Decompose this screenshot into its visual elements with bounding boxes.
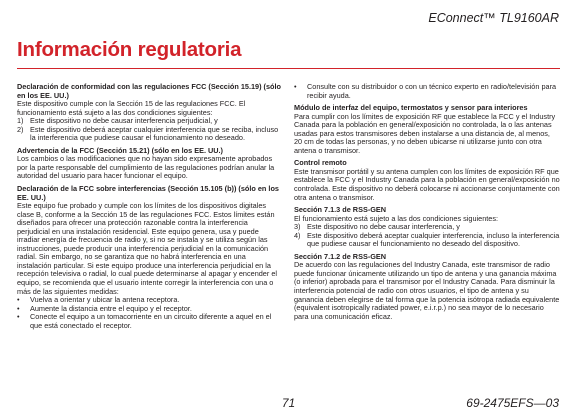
bullet-marker: • — [17, 303, 20, 313]
list-item-text: Este dispositivo no debe causar interferencia perjudicial, y — [30, 116, 218, 126]
list-item-text: Este dispositivo deberá aceptar cualquier interferencia que se reciba, incluso la interferencia que pudiese causar el funcionamiento no deseado. — [30, 124, 279, 143]
section-heading: Sección 7.1.3 de RSS-GEN — [294, 205, 387, 215]
list-number: 3) — [294, 222, 301, 232]
regulatory-section — [17, 185, 281, 330]
list-item — [294, 83, 560, 100]
regulatory-section — [294, 159, 560, 202]
section-paragraph: Este transmisor portátil y su antena cumplen con los límites de exposición RF que establece la FCC y el Industry Canada para la población en general/exposición no controlada. Este dispositivo no deberá colocarse ni accionarse conjuntamente con otra antena o transmisor. — [294, 166, 560, 202]
section-heading: Control remoto — [294, 158, 347, 168]
section-paragraph: Este dispositivo cumple con la Sección 15 de las regulaciones FCC. El funcionamiento está sujeto a las dos condiciones siguientes: — [17, 99, 246, 117]
numbered-list — [17, 117, 281, 143]
regulatory-section — [17, 147, 281, 181]
section-heading: Advertencia de la FCC (Sección 15.21) (sólo en los EE. UU.) — [17, 145, 223, 155]
title-divider — [17, 68, 560, 69]
list-item-text: Aumente la distancia entre el equipo y el receptor. — [30, 303, 192, 313]
left-column — [17, 83, 281, 334]
section-heading: Declaración de conformidad con las regulaciones FCC (Sección 15.19) (sólo en los EE. UU.) — [17, 82, 281, 100]
regulatory-section — [294, 104, 560, 155]
regulatory-section — [294, 206, 560, 249]
section-paragraph: Este equipo fue probado y cumple con los límites de los dispositivos digitales clase B, conforme a la Sección 15 de las regulaciones FCC. Estos límites están diseñados para ofrecer una protección razonable contra la interferencia perjudicial en una instalación residencial. Este equipo genera, usa y puede irradiar energía de frecuencia de radio y, si no se instala y se utiliza según las instrucciones, puede producir una interferencia perjudicial en la comunicación radial. Sin embargo, no se garantiza que no habrá interferencia en una instalación particular. Si este equipo produce una interferencia perjudicial en la recepción televisiva o radial, lo cual puede determinarse al apagar y encender el equipo, se recomienda que el usuario intente corregir la interferencia con una o más de las siguientes medidas: — [17, 201, 278, 296]
list-item — [17, 313, 281, 330]
regulatory-section — [294, 83, 560, 100]
list-number: 1) — [17, 116, 24, 126]
page-number: 71 — [281, 396, 296, 410]
bullet-marker: • — [17, 312, 20, 322]
list-item-text: Consulte con su distribuidor o con un técnico experto en radio/televisión para recibir ayuda. — [307, 82, 557, 100]
section-paragraph: El funcionamiento está sujeto a las dos condiciones siguientes: — [294, 213, 499, 223]
section-heading: Sección 7.1.2 de RSS-GEN — [294, 251, 387, 261]
section-paragraph: Los cambios o las modificaciones que no hayan sido expresamente aprobados por la parte responsable del cumplimiento de las regulaciones podrían anular la autoridad del usuario para hacer funcionar el equipo. — [17, 154, 275, 181]
product-header: EConnect™ TL9160AR — [428, 11, 559, 25]
section-heading: Módulo de interfaz del equipo, termostatos y sensor para interiores — [294, 103, 528, 113]
regulatory-section — [17, 83, 281, 143]
list-item-text: Este dispositivo no debe causar interferencia, y — [307, 222, 460, 232]
list-item-text: Vuelva a orientar y ubicar la antena receptora. — [30, 295, 180, 305]
numbered-list — [294, 223, 560, 249]
list-item — [17, 126, 281, 143]
list-number: 4) — [294, 230, 301, 240]
bullet-marker: • — [294, 82, 297, 91]
section-paragraph: De acuerdo con las regulaciones del Industry Canada, este transmisor de radio puede funcionar únicamente utilizando un tipo de antena y una ganancia máxima (o inferior) aprobada para el transmisor por el Industry Canada. Para disminuir la interferencia potencial de radio con otros usuarios, el tipo de antena y su ganancia deben elegirse de tal forma que la potencia isótropa radiada equivalente (equivalent isotropically radiated power, e.i.r.p.) no sea mayor de lo necesario para una comunicación eficaz. — [294, 260, 560, 321]
bullet-list — [294, 83, 560, 100]
bullet-marker: • — [17, 295, 20, 305]
section-paragraph: Para cumplir con los límites de exposición RF que establece la FCC y el Industry Canada para la población en general/exposición no controlada, la o las antenas usadas para estos transmisores deben instalarse a una distancia de, al menos, 20 cm de todas las personas, y no deben ubicarse ni utilizarse junto con otra antena o transmisor. — [294, 111, 556, 155]
right-column — [294, 83, 560, 325]
list-item-text: Conecte el equipo a un tomacorriente en un circuito diferente a aquel en el que está conectado el receptor. — [30, 312, 272, 330]
section-heading: Declaración de la FCC sobre interferencias (Sección 15.105 (b)) (sólo en los EE. UU.) — [17, 184, 279, 202]
regulatory-section — [294, 253, 560, 321]
list-item-text: Este dispositivo deberá aceptar cualquier interferencia, incluso la interferencia que pudiese causar el funcionamiento no deseado del dispositivo. — [307, 230, 560, 249]
list-number: 2) — [17, 124, 24, 134]
bullet-list — [17, 296, 281, 330]
list-item — [294, 232, 560, 249]
page-title: Información regulatoria — [17, 38, 242, 61]
document-code: 69-2475EFS—03 — [466, 396, 559, 410]
